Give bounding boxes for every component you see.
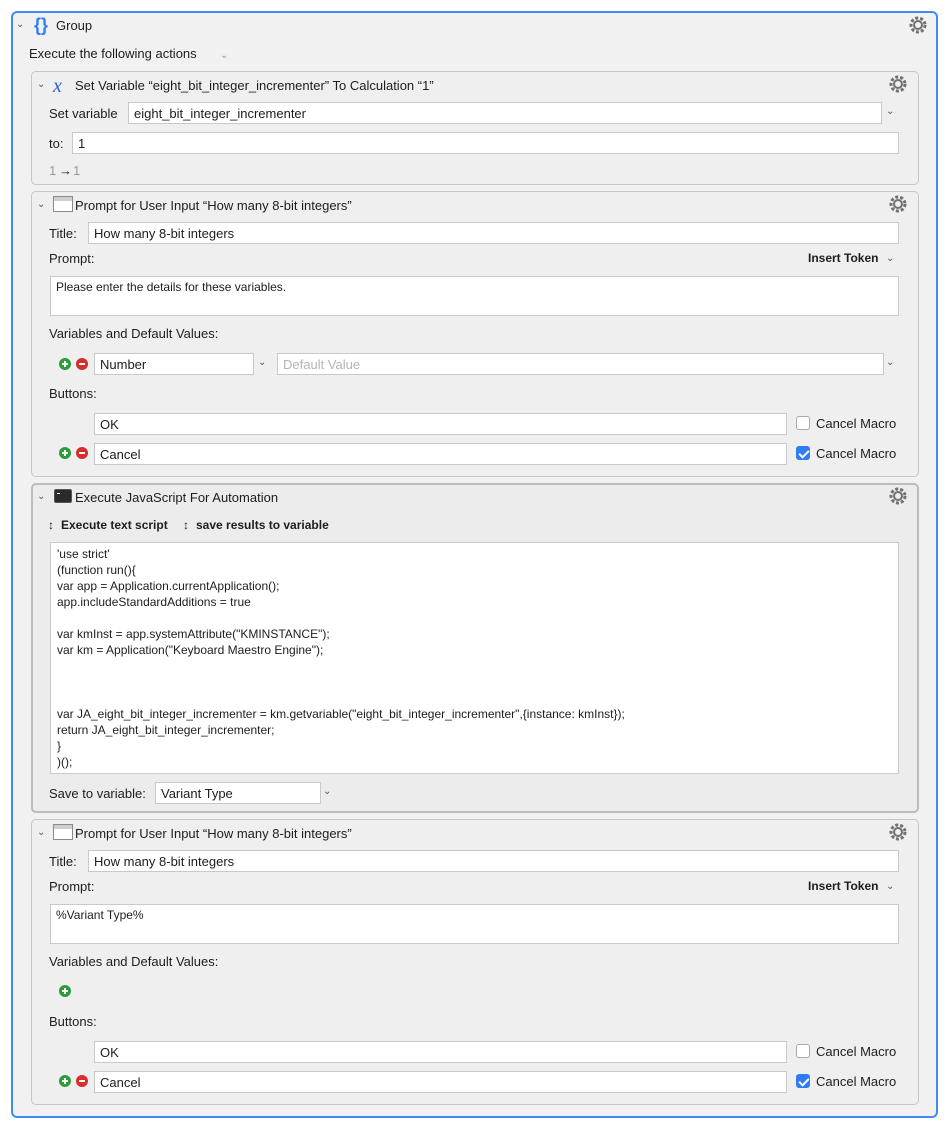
- chevron-down-icon[interactable]: ⌄: [323, 786, 332, 797]
- results-mode-menu[interactable]: save results to variable: [196, 518, 329, 532]
- svg-text:x: x: [53, 75, 62, 95]
- prompt-header: Prompt for User Input “How many 8-bit integers”: [75, 198, 352, 213]
- cancel-macro-label: Cancel Macro: [816, 1074, 897, 1089]
- variable-name-field[interactable]: eight_bit_integer_incrementer: [128, 102, 882, 124]
- prompt-label: Prompt:: [49, 879, 95, 894]
- to-label: to:: [49, 136, 64, 151]
- default-value-input[interactable]: Default Value: [277, 353, 884, 375]
- set-variable-header: Set Variable “eight_bit_integer_incrementer” To Calculation “1”: [75, 78, 434, 93]
- insert-token-menu[interactable]: Insert Token: [808, 879, 879, 893]
- calculation-x-icon: [52, 75, 74, 95]
- chevron-down-icon[interactable]: ⌄: [886, 253, 895, 264]
- add-button-icon[interactable]: [59, 1075, 71, 1087]
- save-to-variable-label: Save to variable:: [49, 786, 146, 801]
- gear-icon[interactable]: [888, 486, 908, 506]
- button-name-field[interactable]: Cancel: [94, 1071, 787, 1093]
- chevron-down-icon[interactable]: ⌄: [220, 50, 229, 61]
- title-label: Title:: [49, 226, 77, 241]
- chevron-down-icon[interactable]: ⌄: [886, 881, 895, 892]
- chevron-down-icon[interactable]: ⌄: [886, 106, 895, 117]
- execute-actions-label[interactable]: Execute the following actions: [29, 46, 197, 61]
- updown-chevron-icon[interactable]: ↕: [183, 518, 189, 532]
- gear-icon[interactable]: [888, 74, 908, 94]
- title-label: Title:: [49, 854, 77, 869]
- add-variable-icon[interactable]: [59, 985, 71, 997]
- add-variable-icon[interactable]: [59, 358, 71, 370]
- button-name-field[interactable]: Cancel: [94, 443, 787, 465]
- variable-name-input[interactable]: Number: [94, 353, 254, 375]
- title-field[interactable]: How many 8-bit integers: [88, 222, 899, 244]
- svg-text:{}: {}: [34, 15, 49, 35]
- chevron-down-icon[interactable]: ⌄: [37, 79, 46, 90]
- prompt-header: Prompt for User Input “How many 8-bit integers”: [75, 826, 352, 841]
- window-icon: [53, 824, 73, 840]
- variables-label: Variables and Default Values:: [49, 326, 219, 341]
- preview-input: 1: [49, 163, 57, 178]
- prompt-text-area[interactable]: Please enter the details for these variables.: [50, 276, 899, 316]
- gear-icon[interactable]: [888, 822, 908, 842]
- remove-button-icon[interactable]: [76, 1075, 88, 1087]
- cancel-macro-label: Cancel Macro: [816, 446, 897, 461]
- add-button-icon[interactable]: [59, 447, 71, 459]
- chevron-down-icon[interactable]: ⌄: [886, 357, 895, 368]
- set-variable-label: Set variable: [49, 106, 118, 121]
- calculation-field[interactable]: 1: [72, 132, 899, 154]
- execution-mode-menu[interactable]: Execute text script: [61, 518, 168, 532]
- button-name-field[interactable]: OK: [94, 413, 787, 435]
- gear-icon[interactable]: [908, 15, 928, 35]
- chevron-down-icon[interactable]: ⌄: [16, 19, 25, 30]
- chevron-down-icon[interactable]: ⌄: [258, 357, 267, 368]
- terminal-icon: [54, 489, 72, 503]
- cancel-macro-checkbox[interactable]: [796, 1044, 810, 1058]
- variables-label: Variables and Default Values:: [49, 954, 219, 969]
- cancel-macro-label: Cancel Macro: [816, 1044, 897, 1059]
- cancel-macro-checkbox[interactable]: [796, 416, 810, 430]
- save-variable-field[interactable]: Variant Type: [155, 782, 321, 804]
- prompt-label: Prompt:: [49, 251, 95, 266]
- script-text-area[interactable]: 'use strict' (function run(){ var app = Application.currentApplication(); app.includeStandardAdditions = true var kmInst = app.systemAttribute("KMINSTANCE"); var km = Application("Keyboard Maestro Engine"); var JA_eight_bit_integer_incrementer = km.getvariable("eight_bit_integer_incrementer",{instance: kmInst}); return JA_eight_bit_integer_incrementer; } )();: [50, 542, 899, 774]
- gear-icon[interactable]: [888, 194, 908, 214]
- cancel-macro-checkbox[interactable]: [796, 1074, 810, 1088]
- cancel-macro-label: Cancel Macro: [816, 416, 897, 431]
- buttons-label: Buttons:: [49, 386, 97, 401]
- arrow-icon: →: [59, 163, 72, 178]
- button-name-field[interactable]: OK: [94, 1041, 787, 1063]
- prompt-text-area[interactable]: %Variant Type%: [50, 904, 899, 944]
- group-title: Group: [56, 18, 93, 33]
- chevron-down-icon[interactable]: ⌄: [37, 827, 46, 838]
- chevron-down-icon[interactable]: ⌄: [37, 491, 46, 502]
- remove-button-icon[interactable]: [76, 447, 88, 459]
- jxa-header: Execute JavaScript For Automation: [75, 490, 279, 505]
- curly-braces-icon: [34, 15, 52, 35]
- title-field[interactable]: How many 8-bit integers: [88, 850, 899, 872]
- updown-chevron-icon[interactable]: ↕: [48, 518, 54, 532]
- preview-result: 1: [73, 163, 81, 178]
- insert-token-menu[interactable]: Insert Token: [808, 251, 879, 265]
- remove-variable-icon[interactable]: [76, 358, 88, 370]
- chevron-down-icon[interactable]: ⌄: [37, 199, 46, 210]
- cancel-macro-checkbox[interactable]: [796, 446, 810, 460]
- window-icon: [53, 196, 73, 212]
- buttons-label: Buttons:: [49, 1014, 97, 1029]
